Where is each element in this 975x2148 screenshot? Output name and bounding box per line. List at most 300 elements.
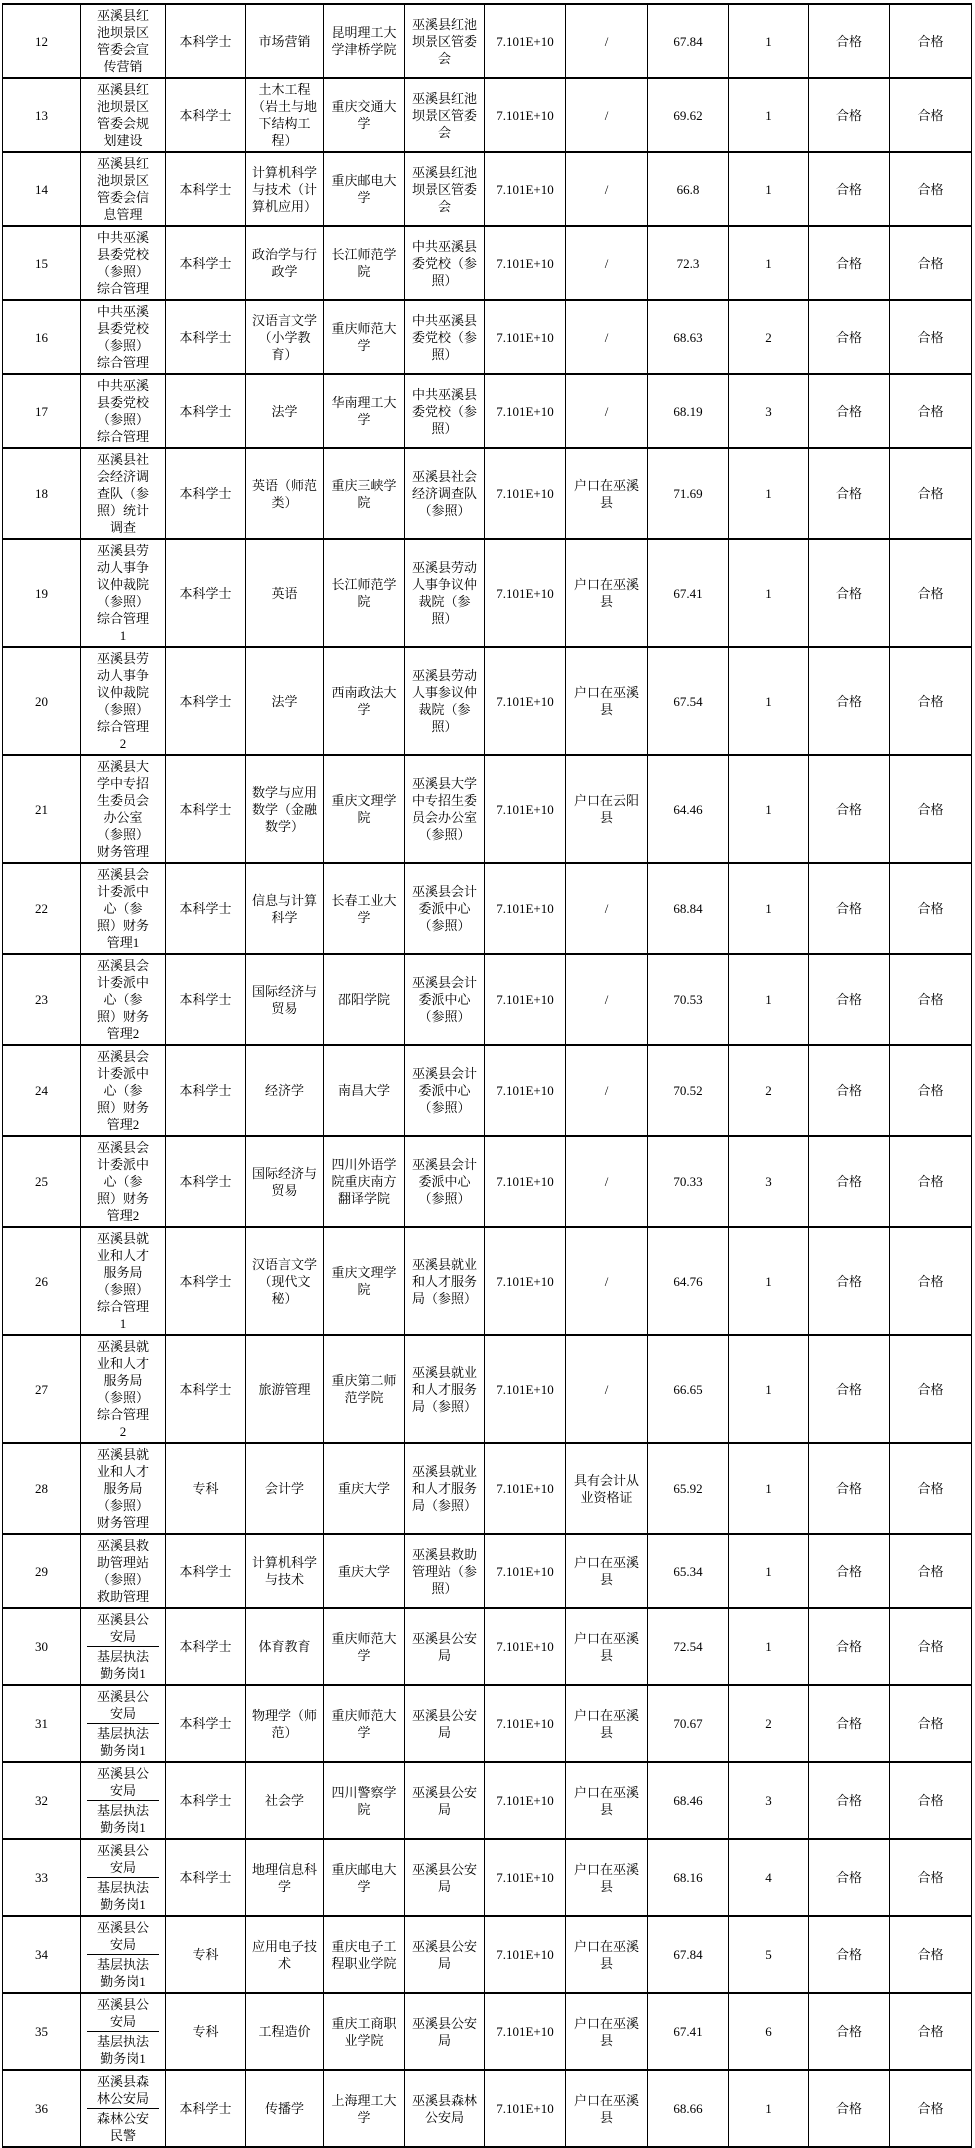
cell-row-number: 19 [3,539,81,647]
cell-requirement: / [566,152,648,226]
cell-requirement: 具有会计从业资格证 [566,1443,648,1534]
cell-position [81,1685,166,1762]
cell-university: 南昌大学 [324,1045,405,1136]
position-primary-label: 巫溪县公安局 [87,1610,159,1647]
cell-education-level: 本科学士 [166,1136,246,1227]
cell-university: 长江师范学院 [324,539,405,647]
cell-row-number: 28 [3,1443,81,1534]
cell-university: 重庆邮电大学 [324,152,405,226]
cell-result-2: 合格 [890,300,972,374]
cell-major: 计算机科学与技术（计算机应用） [246,152,324,226]
cell-university: 四川警察学院 [324,1762,405,1839]
cell-rank: 2 [729,1045,809,1136]
cell-employer-unit: 巫溪县就业和人才服务局（参照） [405,1227,485,1335]
cell-major: 计算机科学与技术 [246,1534,324,1608]
cell-result-1: 合格 [809,1916,890,1993]
position-primary-label: 巫溪县就业和人才服务局（参照）综合管理1 [96,1231,149,1331]
cell-rank: 1 [729,226,809,300]
cell-employer-unit: 中共巫溪县委党校（参照） [405,226,485,300]
cell-university: 重庆师范大学 [324,1685,405,1762]
cell-education-level: 本科学士 [166,78,246,152]
cell-row-number: 17 [3,374,81,448]
table-row [3,1045,972,1136]
cell-id-number: 7.101E+10 [485,1443,566,1534]
cell-rank: 1 [729,1335,809,1443]
position-secondary-label: 基层执法勤务岗1 [96,2034,149,2066]
cell-score: 68.63 [648,300,729,374]
cell-major: 市场营销 [246,4,324,78]
cell-position [81,226,166,300]
cell-result-2: 合格 [890,539,972,647]
position-primary-label: 巫溪县红池坝景区管委会宣传营销 [96,8,149,74]
cell-id-number: 7.101E+10 [485,1839,566,1916]
cell-row-number: 26 [3,1227,81,1335]
cell-rank: 1 [729,2070,809,2147]
cell-result-1: 合格 [809,863,890,954]
cell-score: 67.41 [648,1993,729,2070]
position-secondary-label: 森林公安民警 [96,2111,149,2143]
cell-university: 重庆大学 [324,1443,405,1534]
cell-education-level: 本科学士 [166,647,246,755]
cell-id-number: 7.101E+10 [485,1608,566,1685]
cell-employer-unit: 巫溪县红池坝景区管委会 [405,78,485,152]
position-primary-label: 巫溪县会计委派中心（参照）财务管理2 [96,958,149,1041]
position-primary-label: 巫溪县公安局 [87,1764,159,1801]
position-primary-label: 中共巫溪县委党校（参照）综合管理 [96,230,149,296]
position-primary-label: 巫溪县救助管理站（参照）救助管理 [96,1538,149,1604]
cell-rank: 1 [729,539,809,647]
cell-major: 地理信息科学 [246,1839,324,1916]
cell-requirement: / [566,1136,648,1227]
cell-university: 西南政法大学 [324,647,405,755]
cell-result-2: 合格 [890,1443,972,1534]
cell-requirement: / [566,1045,648,1136]
cell-employer-unit: 巫溪县森林公安局 [405,2070,485,2147]
table-row [3,954,972,1045]
cell-employer-unit: 巫溪县就业和人才服务局（参照） [405,1443,485,1534]
table-row [3,1762,972,1839]
position-secondary-label: 基层执法勤务岗1 [96,1726,149,1758]
cell-score: 68.46 [648,1762,729,1839]
cell-id-number: 7.101E+10 [485,2070,566,2147]
cell-result-1: 合格 [809,226,890,300]
cell-employer-unit: 巫溪县劳动人事争议仲裁院（参照） [405,539,485,647]
table-body [3,4,972,2147]
table-row [3,539,972,647]
cell-university: 重庆工商职业学院 [324,1993,405,2070]
cell-row-number: 35 [3,1993,81,2070]
cell-employer-unit: 巫溪县会计委派中心（参照） [405,1136,485,1227]
cell-position [81,1608,166,1685]
cell-education-level: 本科学士 [166,2070,246,2147]
cell-employer-unit: 巫溪县红池坝景区管委会 [405,152,485,226]
table-row [3,374,972,448]
cell-education-level: 本科学士 [166,1762,246,1839]
cell-row-number: 22 [3,863,81,954]
cell-id-number: 7.101E+10 [485,152,566,226]
cell-requirement: 户口在巫溪县 [566,539,648,647]
cell-id-number: 7.101E+10 [485,78,566,152]
cell-major: 经济学 [246,1045,324,1136]
cell-requirement: / [566,1335,648,1443]
cell-score: 68.16 [648,1839,729,1916]
cell-id-number: 7.101E+10 [485,1916,566,1993]
cell-major: 法学 [246,647,324,755]
cell-result-2: 合格 [890,1762,972,1839]
cell-result-2: 合格 [890,647,972,755]
cell-major: 信息与计算科学 [246,863,324,954]
cell-major: 汉语言文学（小学教育） [246,300,324,374]
cell-id-number: 7.101E+10 [485,1136,566,1227]
cell-id-number: 7.101E+10 [485,448,566,539]
cell-result-1: 合格 [809,647,890,755]
table-row [3,647,972,755]
cell-result-2: 合格 [890,1335,972,1443]
cell-university: 四川外语学院重庆南方翻译学院 [324,1136,405,1227]
cell-result-2: 合格 [890,1608,972,1685]
table-row [3,1993,972,2070]
table-row [3,1136,972,1227]
cell-position [81,2070,166,2147]
position-secondary-label: 基层执法勤务岗1 [96,1957,149,1989]
cell-result-1: 合格 [809,1045,890,1136]
cell-education-level: 本科学士 [166,300,246,374]
cell-result-2: 合格 [890,954,972,1045]
cell-position [81,1443,166,1534]
cell-requirement: / [566,954,648,1045]
cell-employer-unit: 巫溪县公安局 [405,1685,485,1762]
cell-row-number: 34 [3,1916,81,1993]
position-primary-label: 中共巫溪县委党校（参照）综合管理 [96,378,149,444]
cell-education-level: 本科学士 [166,539,246,647]
cell-row-number: 25 [3,1136,81,1227]
cell-employer-unit: 中共巫溪县委党校（参照） [405,374,485,448]
cell-rank: 6 [729,1993,809,2070]
cell-rank: 1 [729,954,809,1045]
cell-employer-unit: 巫溪县会计委派中心（参照） [405,954,485,1045]
cell-rank: 1 [729,647,809,755]
cell-requirement: 户口在巫溪县 [566,1534,648,1608]
cell-education-level: 本科学士 [166,863,246,954]
cell-education-level: 本科学士 [166,1534,246,1608]
cell-row-number: 18 [3,448,81,539]
cell-id-number: 7.101E+10 [485,226,566,300]
cell-employer-unit: 中共巫溪县委党校（参照） [405,300,485,374]
cell-result-2: 合格 [890,863,972,954]
cell-major: 会计学 [246,1443,324,1534]
cell-employer-unit: 巫溪县公安局 [405,1608,485,1685]
cell-requirement: / [566,300,648,374]
cell-rank: 1 [729,1608,809,1685]
cell-education-level: 专科 [166,1443,246,1534]
cell-result-2: 合格 [890,1839,972,1916]
cell-major: 英语 [246,539,324,647]
position-primary-label: 巫溪县公安局 [87,1995,159,2032]
cell-requirement: 户口在巫溪县 [566,1762,648,1839]
position-primary-label: 巫溪县会计委派中心（参照）财务管理1 [96,867,149,950]
cell-result-1: 合格 [809,1839,890,1916]
cell-rank: 1 [729,755,809,863]
cell-row-number: 31 [3,1685,81,1762]
cell-score: 68.19 [648,374,729,448]
cell-university: 重庆师范大学 [324,300,405,374]
cell-university: 重庆三峡学院 [324,448,405,539]
cell-score: 72.54 [648,1608,729,1685]
table-row [3,1608,972,1685]
table-row [3,300,972,374]
cell-major: 旅游管理 [246,1335,324,1443]
cell-requirement: 户口在巫溪县 [566,2070,648,2147]
position-primary-label: 巫溪县大学中专招生委员会办公室（参照）财务管理 [96,759,149,859]
cell-education-level: 本科学士 [166,374,246,448]
cell-employer-unit: 巫溪县公安局 [405,1916,485,1993]
cell-major: 应用电子技术 [246,1916,324,1993]
cell-score: 67.84 [648,1916,729,1993]
cell-result-1: 合格 [809,954,890,1045]
cell-score: 67.54 [648,647,729,755]
cell-education-level: 本科学士 [166,4,246,78]
cell-major: 社会学 [246,1762,324,1839]
cell-row-number: 29 [3,1534,81,1608]
cell-rank: 1 [729,1227,809,1335]
cell-score: 72.3 [648,226,729,300]
cell-education-level: 本科学士 [166,1685,246,1762]
cell-result-1: 合格 [809,1685,890,1762]
cell-university: 重庆文理学院 [324,755,405,863]
cell-major: 政治学与行政学 [246,226,324,300]
cell-score: 70.33 [648,1136,729,1227]
cell-university: 重庆交通大学 [324,78,405,152]
table-row [3,1227,972,1335]
table-row [3,1685,972,1762]
cell-result-2: 合格 [890,1136,972,1227]
cell-position [81,755,166,863]
position-primary-label: 中共巫溪县委党校（参照）综合管理 [96,304,149,370]
cell-id-number: 7.101E+10 [485,1993,566,2070]
cell-row-number: 23 [3,954,81,1045]
cell-rank: 1 [729,78,809,152]
cell-position [81,1993,166,2070]
cell-requirement: 户口在巫溪县 [566,1839,648,1916]
cell-requirement: 户口在巫溪县 [566,1916,648,1993]
position-primary-label: 巫溪县就业和人才服务局（参照）财务管理 [96,1447,149,1530]
cell-requirement: 户口在巫溪县 [566,1993,648,2070]
cell-requirement: / [566,78,648,152]
cell-position [81,1136,166,1227]
cell-major: 法学 [246,374,324,448]
cell-employer-unit: 巫溪县红池坝景区管委会 [405,4,485,78]
position-primary-label: 巫溪县红池坝景区管委会信息管理 [96,156,149,222]
cell-row-number: 32 [3,1762,81,1839]
cell-id-number: 7.101E+10 [485,755,566,863]
cell-rank: 1 [729,863,809,954]
cell-result-2: 合格 [890,226,972,300]
cell-major: 汉语言文学（现代文秘） [246,1227,324,1335]
cell-major: 体育教育 [246,1608,324,1685]
cell-position [81,1916,166,1993]
cell-education-level: 本科学士 [166,1608,246,1685]
table-row [3,1916,972,1993]
cell-university: 昆明理工大学津桥学院 [324,4,405,78]
cell-score: 70.52 [648,1045,729,1136]
cell-result-1: 合格 [809,1762,890,1839]
cell-id-number: 7.101E+10 [485,300,566,374]
cell-row-number: 15 [3,226,81,300]
cell-position [81,954,166,1045]
cell-requirement: 户口在巫溪县 [566,448,648,539]
cell-position [81,4,166,78]
cell-employer-unit: 巫溪县公安局 [405,1993,485,2070]
table-row [3,863,972,954]
cell-id-number: 7.101E+10 [485,539,566,647]
cell-position [81,1335,166,1443]
cell-requirement: / [566,863,648,954]
cell-score: 64.46 [648,755,729,863]
cell-university: 重庆邮电大学 [324,1839,405,1916]
cell-major: 工程造价 [246,1993,324,2070]
cell-education-level: 本科学士 [166,954,246,1045]
cell-position [81,539,166,647]
cell-education-level: 本科学士 [166,1839,246,1916]
cell-id-number: 7.101E+10 [485,4,566,78]
cell-position [81,78,166,152]
cell-result-2: 合格 [890,2070,972,2147]
cell-result-2: 合格 [890,1227,972,1335]
cell-result-1: 合格 [809,1534,890,1608]
position-secondary-label: 基层执法勤务岗1 [96,1803,149,1835]
cell-rank: 1 [729,1534,809,1608]
cell-university: 长春工业大学 [324,863,405,954]
cell-result-2: 合格 [890,374,972,448]
cell-employer-unit: 巫溪县公安局 [405,1839,485,1916]
cell-result-1: 合格 [809,1993,890,2070]
position-primary-label: 巫溪县森林公安局 [87,2072,159,2109]
cell-position [81,1839,166,1916]
position-primary-label: 巫溪县会计委派中心（参照）财务管理2 [96,1049,149,1132]
cell-employer-unit: 巫溪县劳动人事参议仲裁院（参照） [405,647,485,755]
cell-position [81,1045,166,1136]
table-row [3,448,972,539]
cell-result-1: 合格 [809,1335,890,1443]
position-primary-label: 巫溪县公安局 [87,1687,159,1724]
table-row [3,4,972,78]
position-primary-label: 巫溪县会计委派中心（参照）财务管理2 [96,1140,149,1223]
cell-result-1: 合格 [809,78,890,152]
position-primary-label: 巫溪县社会经济调查队（参照）统计调查 [96,452,149,535]
cell-id-number: 7.101E+10 [485,863,566,954]
cell-major: 国际经济与贸易 [246,954,324,1045]
cell-id-number: 7.101E+10 [485,1534,566,1608]
cell-requirement: / [566,374,648,448]
cell-employer-unit: 巫溪县公安局 [405,1762,485,1839]
cell-position [81,448,166,539]
cell-score: 64.76 [648,1227,729,1335]
cell-employer-unit: 巫溪县会计委派中心（参照） [405,863,485,954]
cell-result-1: 合格 [809,448,890,539]
cell-major: 英语（师范类） [246,448,324,539]
cell-result-1: 合格 [809,1608,890,1685]
cell-position [81,152,166,226]
cell-result-2: 合格 [890,1993,972,2070]
cell-result-2: 合格 [890,152,972,226]
cell-university: 长江师范学院 [324,226,405,300]
cell-result-2: 合格 [890,78,972,152]
cell-result-1: 合格 [809,374,890,448]
table-row [3,78,972,152]
cell-score: 67.41 [648,539,729,647]
cell-university: 上海理工大学 [324,2070,405,2147]
cell-major: 物理学（师范） [246,1685,324,1762]
cell-row-number: 33 [3,1839,81,1916]
cell-result-1: 合格 [809,539,890,647]
cell-position [81,647,166,755]
cell-rank: 3 [729,1762,809,1839]
cell-row-number: 30 [3,1608,81,1685]
cell-result-1: 合格 [809,755,890,863]
cell-score: 68.66 [648,2070,729,2147]
table-row [3,152,972,226]
cell-position [81,863,166,954]
cell-position [81,300,166,374]
cell-id-number: 7.101E+10 [485,1335,566,1443]
cell-score: 71.69 [648,448,729,539]
cell-education-level: 本科学士 [166,1045,246,1136]
table-row [3,1335,972,1443]
position-secondary-label: 基层执法勤务岗1 [96,1880,149,1912]
cell-position [81,1762,166,1839]
cell-result-1: 合格 [809,1443,890,1534]
cell-rank: 1 [729,1443,809,1534]
cell-employer-unit: 巫溪县救助管理站（参照） [405,1534,485,1608]
cell-score: 70.67 [648,1685,729,1762]
cell-id-number: 7.101E+10 [485,647,566,755]
cell-requirement: / [566,1227,648,1335]
cell-result-1: 合格 [809,2070,890,2147]
cell-row-number: 12 [3,4,81,78]
cell-university: 重庆电子工程职业学院 [324,1916,405,1993]
cell-result-1: 合格 [809,1136,890,1227]
cell-row-number: 21 [3,755,81,863]
cell-row-number: 20 [3,647,81,755]
cell-result-2: 合格 [890,755,972,863]
position-primary-label: 巫溪县劳动人事争议仲裁院（参照）综合管理2 [96,651,149,751]
cell-result-1: 合格 [809,1227,890,1335]
cell-row-number: 14 [3,152,81,226]
cell-score: 70.53 [648,954,729,1045]
cell-result-2: 合格 [890,1916,972,1993]
cell-university: 重庆文理学院 [324,1227,405,1335]
cell-education-level: 本科学士 [166,152,246,226]
cell-position [81,1534,166,1608]
cell-id-number: 7.101E+10 [485,374,566,448]
cell-position [81,374,166,448]
cell-university: 重庆师范大学 [324,1608,405,1685]
cell-education-level: 本科学士 [166,226,246,300]
cell-major: 数学与应用数学（金融数学） [246,755,324,863]
cell-education-level: 本科学士 [166,755,246,863]
cell-result-2: 合格 [890,1045,972,1136]
cell-major: 国际经济与贸易 [246,1136,324,1227]
cell-requirement: 户口在巫溪县 [566,1685,648,1762]
cell-score: 66.8 [648,152,729,226]
cell-employer-unit: 巫溪县社会经济调查队（参照） [405,448,485,539]
cell-education-level: 本科学士 [166,448,246,539]
position-primary-label: 巫溪县就业和人才服务局（参照）综合管理2 [96,1339,149,1439]
cell-university: 邵阳学院 [324,954,405,1045]
cell-score: 65.34 [648,1534,729,1608]
cell-university: 华南理工大学 [324,374,405,448]
cell-requirement: / [566,226,648,300]
